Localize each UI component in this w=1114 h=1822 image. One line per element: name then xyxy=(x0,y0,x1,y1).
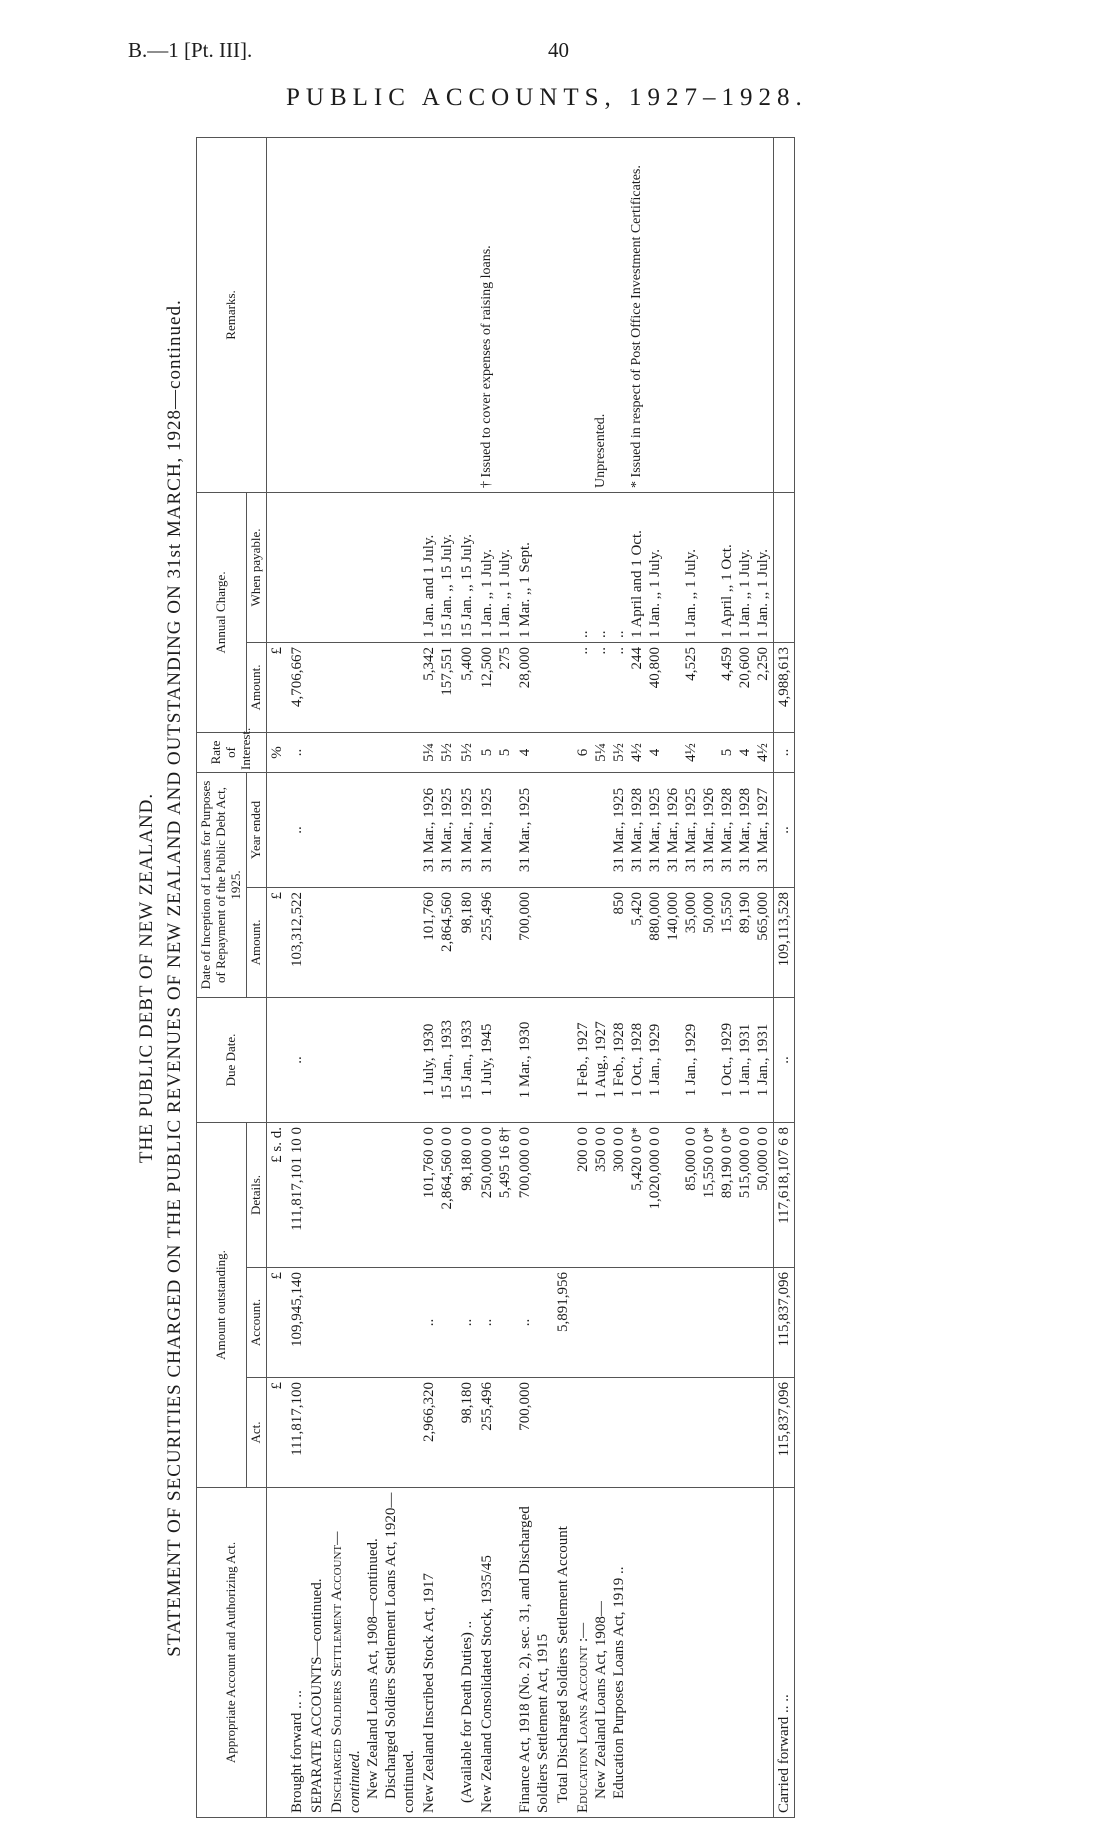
total-dsss-account: 5,891,956 xyxy=(553,1268,573,1378)
cf-details: 117,618,107 6 8 xyxy=(773,1122,794,1267)
col-inception: Date of Inception of Loans for Purposes of Repayment of the Public Debt Act, 1925. xyxy=(197,772,247,997)
loans-act-1908: New Zealand Loans Act, 1908—continued. xyxy=(364,1538,381,1799)
col-year-ended: Year ended xyxy=(246,772,266,887)
col-account: Account. xyxy=(246,1268,266,1378)
cell-due: .. xyxy=(287,997,307,1122)
row-brought-forward xyxy=(287,137,307,1817)
col-amount-outstanding: Amount outstanding. xyxy=(197,1122,247,1487)
unit-percent: % xyxy=(266,732,287,772)
cf-year: .. xyxy=(773,772,794,887)
remark-expenses: † Issued to cover expenses of raising loans. xyxy=(477,137,515,492)
col-rate: Rate of Interest. xyxy=(197,732,267,772)
carried-forward-label: Carried forward .. .. xyxy=(773,1488,794,1818)
cell-act: 111,817,100 xyxy=(287,1378,307,1488)
cell-account: 109,945,140 xyxy=(287,1268,307,1378)
statement-subtitle: STATEMENT OF SECURITIES CHARGED ON THE PUBLIC REVENUES OF NEW ZEALAND AND OUTSTANDING ON 31st MARCH, 1928—continued. xyxy=(164,299,185,1657)
cf-rate: .. xyxy=(773,732,794,772)
col-inception-amount: Amount. xyxy=(246,887,266,997)
education-due: 1 Feb., 1927 1 Aug., 1927 1 Feb., 1928 1 Oct., 1928 1 Jan., 1929 1 Jan., 1929 1 Oct., 1929 1 Jan., 1931 1 Jan., 1931 xyxy=(573,997,774,1122)
death-duties-label: (Available for Death Duties) .. xyxy=(457,1488,477,1818)
row-dsss-heading xyxy=(327,137,419,1817)
col-remarks: Remarks. xyxy=(197,137,267,492)
loans-act-1908: New Zealand Loans Act, 1908— xyxy=(592,1601,609,1799)
cell-year: .. xyxy=(287,772,307,887)
row-consolidated-stock: New Zealand Consolidated Stock, 1935/45 255,496 .. 250,000 0 0 5,495 16 8† 1 July, 1945 255,496 31 Mar., 1925 5 5 12,500 275 1 Jan. ,, 1 July. 1 Jan. ,, 1 July. † Issued to cover expenses of raising loans. xyxy=(477,137,515,1817)
total-dsss-label: Total Discharged Soldiers Settlement Account xyxy=(553,1488,573,1818)
education-inception-amount: 850 5,420 880,000 140,000 35,000 50,000 15,550 89,190 565,000 xyxy=(573,887,774,997)
education-charge-amount: .. .. .. 244 40,800 4,525 4,459 20,600 2,250 xyxy=(573,642,774,732)
consolidated-stock-label: New Zealand Consolidated Stock, 1935/45 xyxy=(477,1488,515,1818)
unit-lsd: £ s. d. xyxy=(266,1122,287,1267)
rotated-statement xyxy=(134,138,974,1818)
col-appropriate-account: Appropriate Account and Authorizing Act. xyxy=(197,1488,267,1818)
cf-due: .. xyxy=(773,997,794,1122)
col-act: Act. xyxy=(246,1378,266,1488)
row-finance-act: Finance Act, 1918 (No. 2), sec. 31, and Discharged Soldiers Settlement Act, 1915 700,000 .. 700,000 0 0 1 Mar., 1930 700,000 31 Mar., 1925 4 28,000 1 Mar. ,, 1 Sept. xyxy=(515,137,553,1817)
remark-unpresented: Unpresented. xyxy=(592,413,608,488)
education-details: 200 0 0 350 0 0 300 0 0 5,420 0 0* 1,020,000 0 0 85,000 0 0 15,550 0 0* 89,190 0 0* 515,000 0 0 50,000 0 0 xyxy=(573,1122,774,1267)
cell-details: 111,817,101 10 0 xyxy=(287,1122,307,1267)
cell-rate: .. xyxy=(287,732,307,772)
cf-account: 115,837,096 xyxy=(773,1268,794,1378)
education-rate: 6 5¼ 5½ 4½ 4 4½ 5 4 4½ xyxy=(573,732,774,772)
col-annual-charge: Annual Charge. xyxy=(197,492,247,732)
inscribed-stock-label: New Zealand Inscribed Stock Act, 1917 xyxy=(419,1488,457,1818)
page-number: 40 xyxy=(548,38,569,62)
education-purposes-act-1919: Education Purposes Loans Act, 1919 .. xyxy=(610,1566,627,1799)
row-separate-accounts xyxy=(307,137,327,1817)
securities-table xyxy=(196,137,795,1818)
brought-forward-label: Brought forward .. .. xyxy=(287,1488,307,1818)
col-charge-amount: Amount. xyxy=(246,642,266,732)
dsss-heading: Discharged Soldiers Settlement Account xyxy=(328,1544,345,1813)
dsss-loans-act-1920: Discharged Soldiers Settlement Loans Act, 1920—continued. xyxy=(382,1492,417,1813)
separate-accounts-heading: SEPARATE ACCOUNTS—continued. xyxy=(307,1488,327,1818)
finance-act-label: Finance Act, 1918 (No. 2), sec. 31, and Discharged Soldiers Settlement Act, 1915 xyxy=(515,1488,553,1818)
row-inscribed-stock: New Zealand Inscribed Stock Act, 1917 2,966,320 .. 101,760 0 0 2,864,560 0 0 1 July, 1930 15 Jan., 1933 101,760 2,864,560 31 Mar., 1926 31 Mar., 1925 5¼ 5½ 5,342 157,551 1 Jan. and 1 July. 15 Jan. ,, 15 July. xyxy=(419,137,457,1817)
page-reference: B.—1 [Pt. III]. xyxy=(128,38,253,62)
units-row xyxy=(266,137,287,1817)
col-details: Details. xyxy=(246,1122,266,1267)
running-title: PUBLIC ACCOUNTS, 1927–1928. xyxy=(286,84,808,111)
education-year-ended: 31 Mar., 1925 31 Mar., 1928 31 Mar., 1925 31 Mar., 1926 31 Mar., 1925 31 Mar., 1926 31 Mar., 1928 31 Mar., 1928 31 Mar., 1927 xyxy=(573,772,774,887)
header-row-1 xyxy=(197,137,247,1817)
statement-title: THE PUBLIC DEBT OF NEW ZEALAND. xyxy=(136,792,157,1164)
row-education-loans xyxy=(573,137,774,1817)
unit-pound: £ xyxy=(266,642,287,732)
row-total-dsss xyxy=(553,137,573,1817)
row-carried-forward xyxy=(773,137,794,1817)
cell-inception-amount: 103,312,522 xyxy=(287,887,307,997)
cell-charge: 4,706,667 xyxy=(287,642,307,732)
unit-pound: £ xyxy=(266,1378,287,1488)
education-heading: Education Loans Account :— xyxy=(574,1622,591,1813)
education-payable: .. .. .. 1 April and 1 Oct. 1 Jan. ,, 1 July. 1 Jan. ,, 1 July. 1 April ,, 1 Oct. 1 Jan. ,, 1 July. 1 Jan. ,, 1 July. xyxy=(573,492,774,642)
dsss-continued: —continued. xyxy=(328,1531,363,1813)
cf-act: 115,837,096 xyxy=(773,1378,794,1488)
unit-pound: £ xyxy=(266,887,287,997)
cf-inception-amount: 109,113,528 xyxy=(773,887,794,997)
col-due-date: Due Date. xyxy=(197,997,267,1122)
col-when-payable: When payable. xyxy=(246,492,266,642)
unit-pound: £ xyxy=(266,1268,287,1378)
row-death-duties: (Available for Death Duties) .. 98,180 .. 98,180 0 0 15 Jan., 1933 98,180 31 Mar., 1925 5½ 5,400 15 Jan. ,, 15 July. xyxy=(457,137,477,1817)
cf-charge: 4,988,613 xyxy=(773,642,794,732)
remark-post-office: * Issued in respect of Post Office Investment Certificates. xyxy=(628,165,644,488)
